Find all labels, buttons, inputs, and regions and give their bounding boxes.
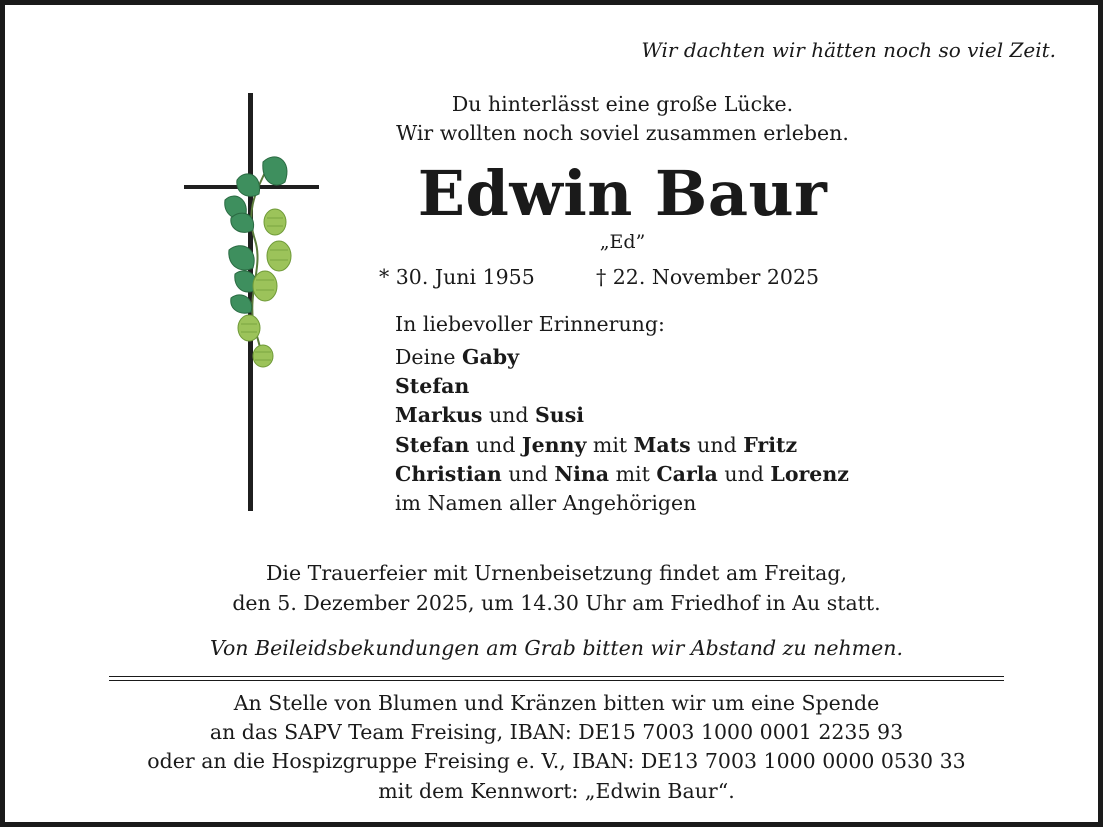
condolence-request: Von Beileidsbekundungen am Grab bitten wir Abstand zu nehmen. [210,636,903,660]
mourner-text: mit [586,433,634,457]
mourner-name: Jenny [521,433,587,457]
mourner-name: Mats [633,433,691,457]
service-line-2: den 5. Dezember 2025, um 14.30 Uhr am Friedhof in Au statt. [232,591,881,615]
mourner-name: Fritz [743,433,798,457]
cross-with-hop-vine-icon [175,90,335,515]
mourner-line-3 [395,405,584,426]
donation-line-1: An Stelle von Blumen und Kränzen bitten wir um eine Spende [233,691,880,715]
mourner-text: und [482,403,535,427]
mourner-text: und [690,433,744,457]
death-date: † 22. November 2025 [596,265,820,289]
donation-line-2: an das SAPV Team Freising, IBAN: DE15 7003 1000 0001 2235 93 [209,720,904,744]
mourner-line-4 [395,435,797,456]
mourner-name: Christian [395,462,502,486]
remembrance-intro: In liebevoller Erinnerung: [395,312,665,336]
mourner-name: Carla [656,462,718,486]
mourner-name: Lorenz [770,462,849,486]
mourner-name: Nina [554,462,610,486]
verse-line-1: Du hinterlässt eine große Lücke. [451,92,794,116]
motto: Wir dachten wir hätten noch so viel Zeit. [641,38,1056,62]
mourner-name: Stefan [395,374,470,398]
mourner-text: und [469,433,522,457]
donation-line-4: mit dem Kennwort: „Edwin Baur“. [378,779,735,803]
service-line-1: Die Trauerfeier mit Urnenbeisetzung findet am Freitag, [266,561,847,585]
mourner-text: Deine [395,345,462,369]
donation-line-3: oder an die Hospizgruppe Freising e. V., IBAN: DE13 7003 1000 0000 0530 33 [147,749,966,773]
mourner-text: und [717,462,771,486]
divider-line-top [109,676,1004,677]
nickname: „Ed” [599,231,646,253]
mourner-text: und [501,462,555,486]
mourner-line-1 [395,347,519,368]
deceased-name: Edwin Baur [417,157,828,230]
mourner-closing: im Namen aller Angehörigen [395,491,697,515]
mourner-name: Gaby [461,345,520,369]
mourner-line-2 [395,376,469,397]
birth-date: * 30. Juni 1955 [379,265,535,289]
mourner-line-5 [395,464,849,485]
mourner-name: Susi [535,403,585,427]
verse-line-2: Wir wollten noch soviel zusammen erleben. [396,121,849,145]
mourner-name: Markus [395,403,483,427]
divider-line-bottom [109,680,1004,681]
mourner-name: Stefan [395,433,470,457]
mourner-text: mit [609,462,657,486]
